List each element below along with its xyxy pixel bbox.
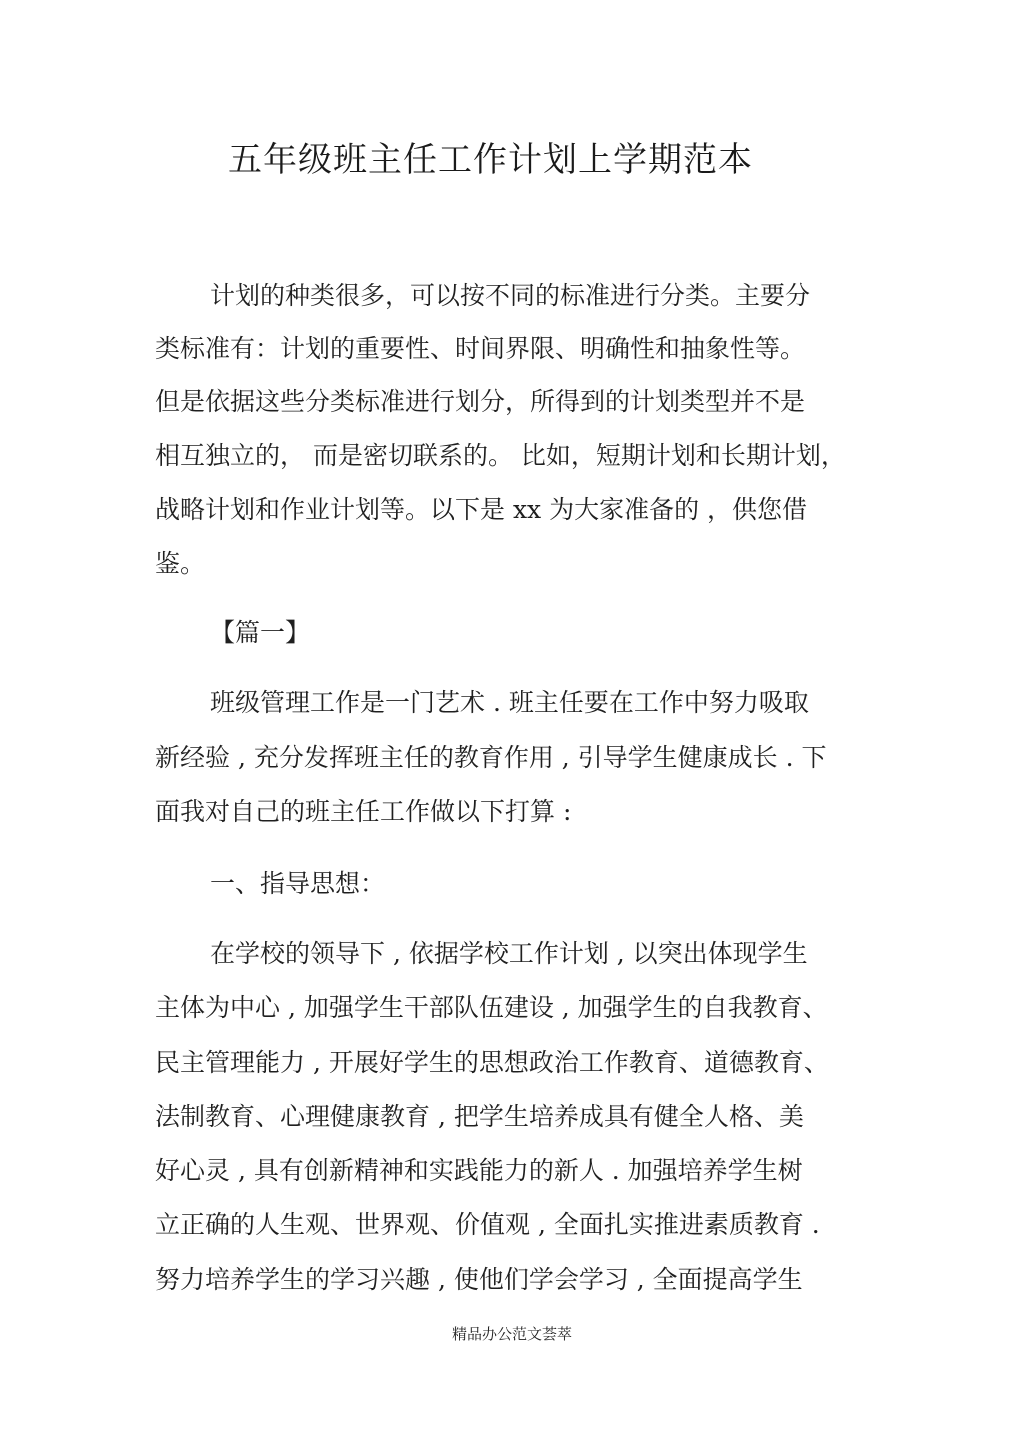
para2-line-2: 主体为中心 , 加强学生干部队伍建设 , 加强学生的自我教育、 — [155, 993, 828, 1022]
page-footer: 精品办公范文荟萃 — [451, 1325, 572, 1343]
intro-line-2: 类标准有：计划的重要性、时间界限、明确性和抽象性等。 — [155, 334, 806, 363]
para2-line-4: 法制教育、心理健康教育 , 把学生培养成具有健全人格、美 — [155, 1102, 804, 1131]
para2-line-5: 好心灵 , 具有创新精神和实践能力的新人 . 加强培养学生树 — [155, 1156, 803, 1185]
para1-line-3: 面我对自己的班主任工作做以下打算 : — [155, 797, 572, 826]
intro-line-3: 但是依据这些分类标准进行划分，所得到的计划类型并不是 — [155, 387, 806, 416]
intro-line-6: 鉴。 — [155, 549, 206, 578]
section-label: 【篇一】 — [210, 618, 311, 647]
para2-line-7: 努力培养学生的学习兴趣 , 使他们学会学习 , 全面提高学生 — [155, 1265, 803, 1294]
para2-line-1: 在学校的领导下 , 依据学校工作计划 , 以突出体现学生 — [210, 939, 808, 968]
para1-line-1: 班级管理工作是一门艺术 . 班主任要在工作中努力吸取 — [210, 688, 809, 717]
section-heading: 一、指导思想： — [210, 869, 386, 898]
para1-line-2: 新经验 , 充分发挥班主任的教育作用 , 引导学生健康成长 . 下 — [155, 743, 827, 772]
para2-line-3: 民主管理能力 , 开展好学生的思想政治工作教育、道德教育、 — [155, 1048, 829, 1077]
intro-line-4: 相互独立的， 而是密切联系的。 比如，短期计划和长期计划， — [155, 441, 846, 470]
intro-line-5: 战略计划和作业计划等。以下是 xx 为大家准备的 ，供您借 — [155, 495, 808, 524]
para2-line-6: 立正确的人生观、世界观、价值观 , 全面扎实推进素质教育 . — [155, 1210, 820, 1239]
intro-line-1: 计划的种类很多，可以按不同的标准进行分类。主要分 — [210, 281, 811, 310]
page-title: 五年级班主任工作计划上学期范本 — [228, 140, 753, 180]
